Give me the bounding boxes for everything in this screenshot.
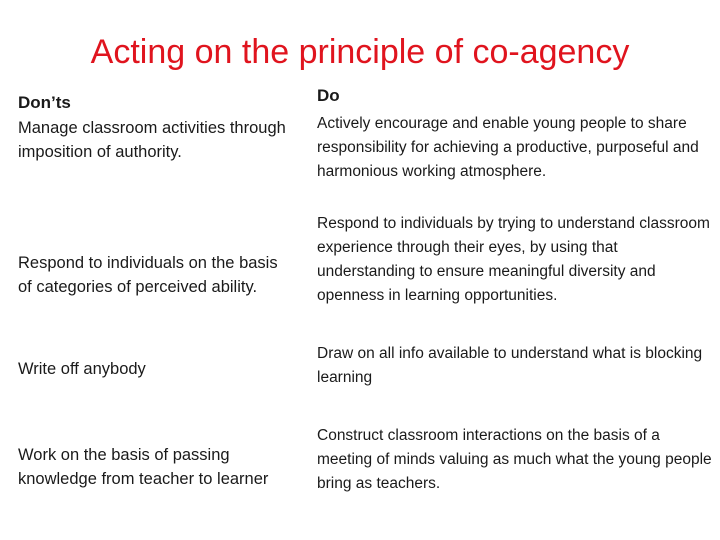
dont-item-3: Write off anybody [18, 360, 146, 378]
do-item-2: Respond to individuals by trying to understand classroom experience through their eyes, by using that understanding to ensure meaningful diversity and openness in learning opportunities. [317, 215, 710, 304]
dont-item-4: Work on the basis of passing knowledge from teacher to learner [18, 446, 269, 488]
slide-title: Acting on the principle of co-agency [90, 33, 630, 71]
donts-heading: Don’ts [18, 93, 71, 112]
do-item-3: Draw on all info available to understand what is blocking learning [317, 345, 703, 386]
dont-item-2: Respond to individuals on the basis of categories of perceived ability. [18, 254, 278, 296]
do-item-4: Construct classroom interactions on the basis of a meeting of minds valuing as much what the young people bring as teachers. [317, 427, 712, 492]
do-item-1: Actively encourage and enable young people to share responsibility for achieving a productive, purposeful and harmonious working atmosphere. [317, 115, 699, 180]
dont-item-1: Manage classroom activities through imposition of authority. [18, 119, 286, 161]
dos-heading: Do [317, 86, 340, 105]
